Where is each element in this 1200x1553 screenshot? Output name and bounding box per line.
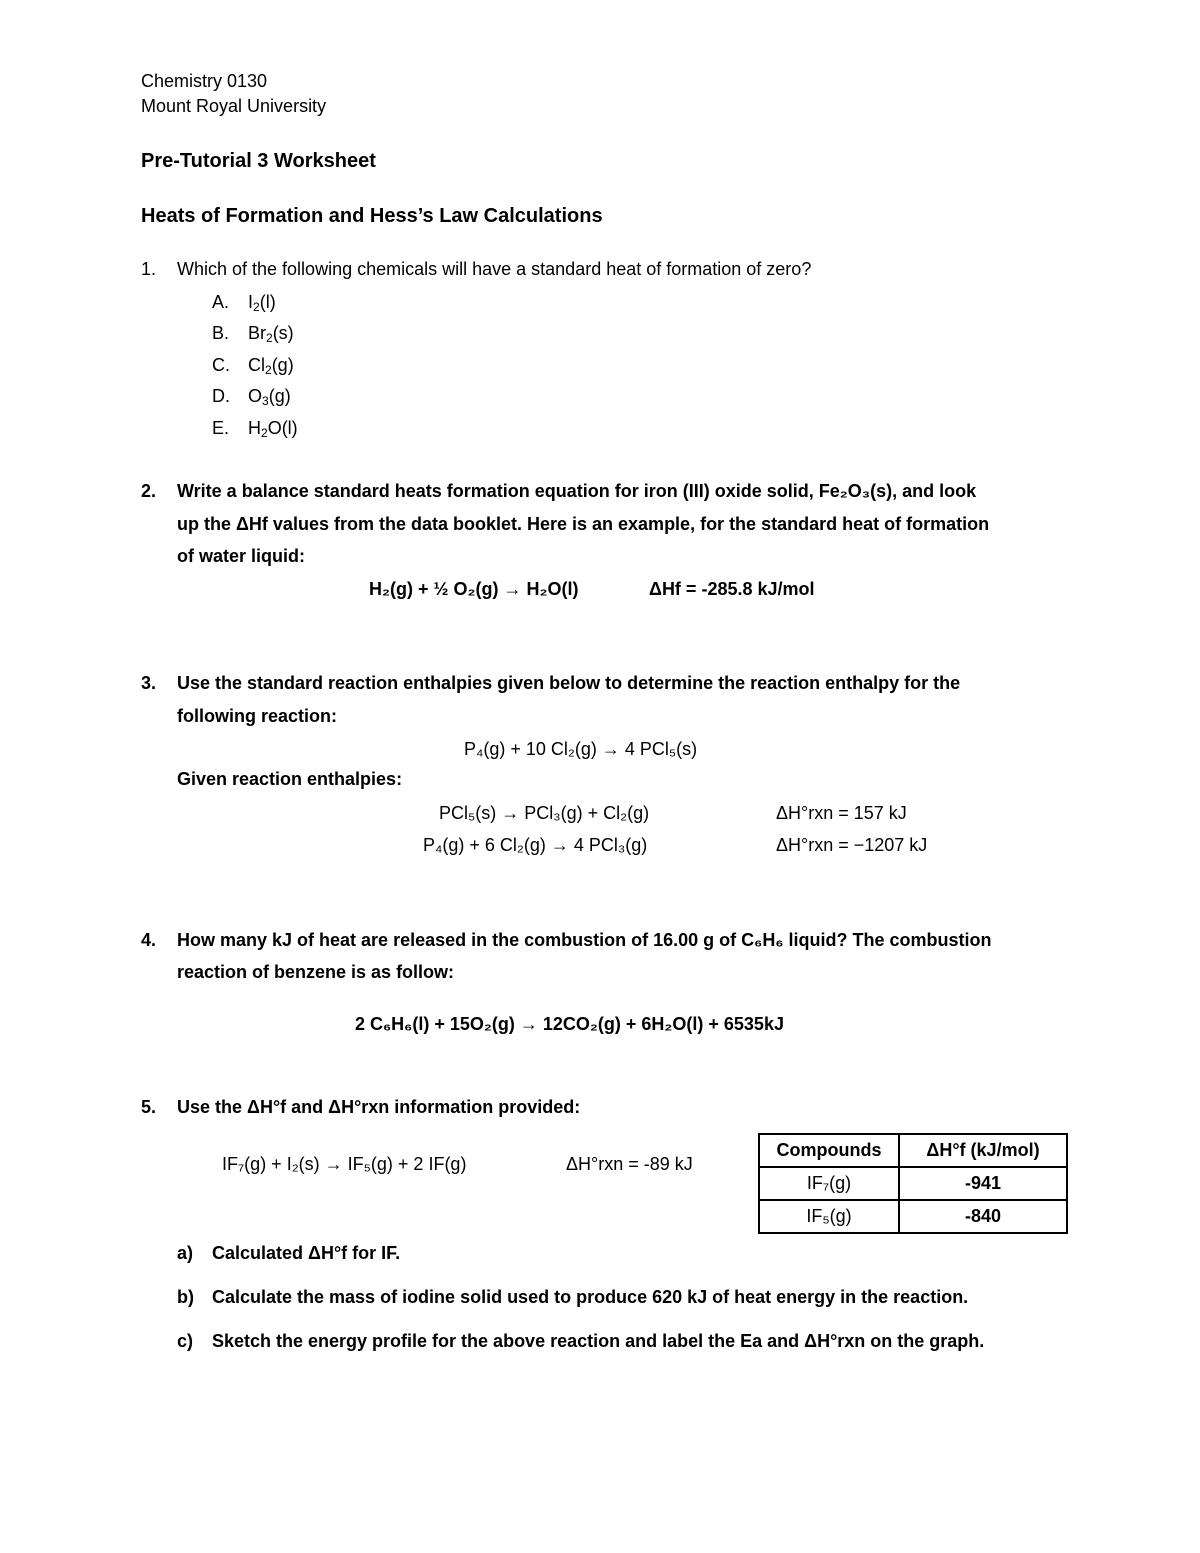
- q3-given-enthalpy-2: ΔH°rxn = −1207 kJ: [776, 835, 928, 855]
- table-header-enthalpy: ΔH°f (kJ/mol): [899, 1134, 1067, 1167]
- q5-part-c-text: Sketch the energy profile for the above reaction and label the Ea and ΔH°rxn on the graph.: [212, 1331, 985, 1351]
- page-title: Pre-Tutorial 3 Worksheet: [141, 150, 376, 172]
- q1-number: 1.: [141, 259, 157, 279]
- table-cell-value: -941: [899, 1167, 1067, 1200]
- q1-option-b: B. $Br_2(s)$: [212, 323, 294, 345]
- q1-option-e: E. $H_2O(l)$: [212, 418, 298, 440]
- table-cell-value: -840: [899, 1200, 1067, 1233]
- q5-part-b-text: Calculate the mass of iodine solid used to produce 620 kJ of heat energy in the reaction.: [212, 1287, 969, 1307]
- table-row: [759, 1167, 1067, 1200]
- q4-number: 4.: [141, 930, 157, 950]
- table-row: [759, 1200, 1067, 1233]
- q5-enthalpy: ΔH°rxn = -89 kJ: [566, 1154, 693, 1174]
- q3-number: 3.: [141, 673, 157, 693]
- q5-part-b-label: b): [177, 1287, 194, 1307]
- q2-enthalpy: ΔHf = -285.8 kJ/mol: [649, 579, 815, 599]
- q3-given-equation-1: PCl₅(s) → PCl₃(g) + Cl₂(g): [439, 803, 650, 823]
- q2-line-2: up the ΔHf values from the data booklet. Here is an example, for the standard heat of formation: [177, 514, 990, 534]
- q1-text: Which of the following chemicals will have a standard heat of formation of zero?: [177, 259, 812, 279]
- table-header-compounds: Compounds: [759, 1134, 899, 1167]
- q2-number: 2.: [141, 481, 157, 501]
- q5-part-a-text: Calculated ΔH°f for IF.: [212, 1243, 401, 1263]
- q4-equation: 2 C₆H₆(l) + 15O₂(g) → 12CO₂(g) + 6H₂O(l) + 6535kJ: [355, 1014, 784, 1034]
- q4-line-1: How many kJ of heat are released in the combustion of 16.00 g of C₆H₆ liquid? The combustion: [177, 930, 992, 950]
- enthalpy-table: [758, 1133, 1068, 1234]
- q5-number: 5.: [141, 1097, 157, 1117]
- q3-given-enthalpy-1: ΔH°rxn = 157 kJ: [776, 803, 907, 823]
- q3-line-1: Use the standard reaction enthalpies given below to determine the reaction enthalpy for the: [177, 673, 961, 693]
- table-cell-compound: IF₇(g): [759, 1167, 899, 1200]
- q5-part-c-label: c): [177, 1331, 194, 1351]
- q5-intro: Use the ΔH°f and ΔH°rxn information provided:: [177, 1097, 581, 1117]
- q4-line-2: reaction of benzene is as follow:: [177, 962, 455, 982]
- institution-name: Mount Royal University: [141, 96, 327, 116]
- q3-given-equation-2: P₄(g) + 6 Cl₂(g) → 4 PCl₃(g): [423, 835, 648, 855]
- q5-part-a-label: a): [177, 1243, 194, 1263]
- q3-target-equation: P₄(g) + 10 Cl₂(g) → 4 PCl₅(s): [464, 739, 698, 759]
- q1-option-c: C. $Cl_2(g)$: [212, 355, 294, 377]
- table-cell-compound: IF₅(g): [759, 1200, 899, 1233]
- q2-line-3: of water liquid:: [177, 546, 305, 566]
- table-header-row: [759, 1134, 1067, 1167]
- q1-option-d: D. $O_3(g)$: [212, 386, 291, 408]
- q3-line-2: following reaction:: [177, 706, 337, 726]
- course-name: Chemistry 0130: [141, 71, 268, 91]
- q2-line-1: Write a balance standard heats formation equation for iron (III) oxide solid, Fe₂O₃(s), and look: [177, 481, 977, 501]
- q3-given-label: Given reaction enthalpies:: [177, 769, 403, 789]
- q1-option-a: A. $I_2(l)$: [212, 292, 276, 314]
- q2-equation: H₂(g) + ½ O₂(g) → H₂O(l): [369, 579, 579, 599]
- q5-equation: IF₇(g) + I₂(s) → IF₅(g) + 2 IF(g): [222, 1154, 467, 1174]
- page-subtitle: Heats of Formation and Hess’s Law Calculations: [141, 205, 603, 227]
